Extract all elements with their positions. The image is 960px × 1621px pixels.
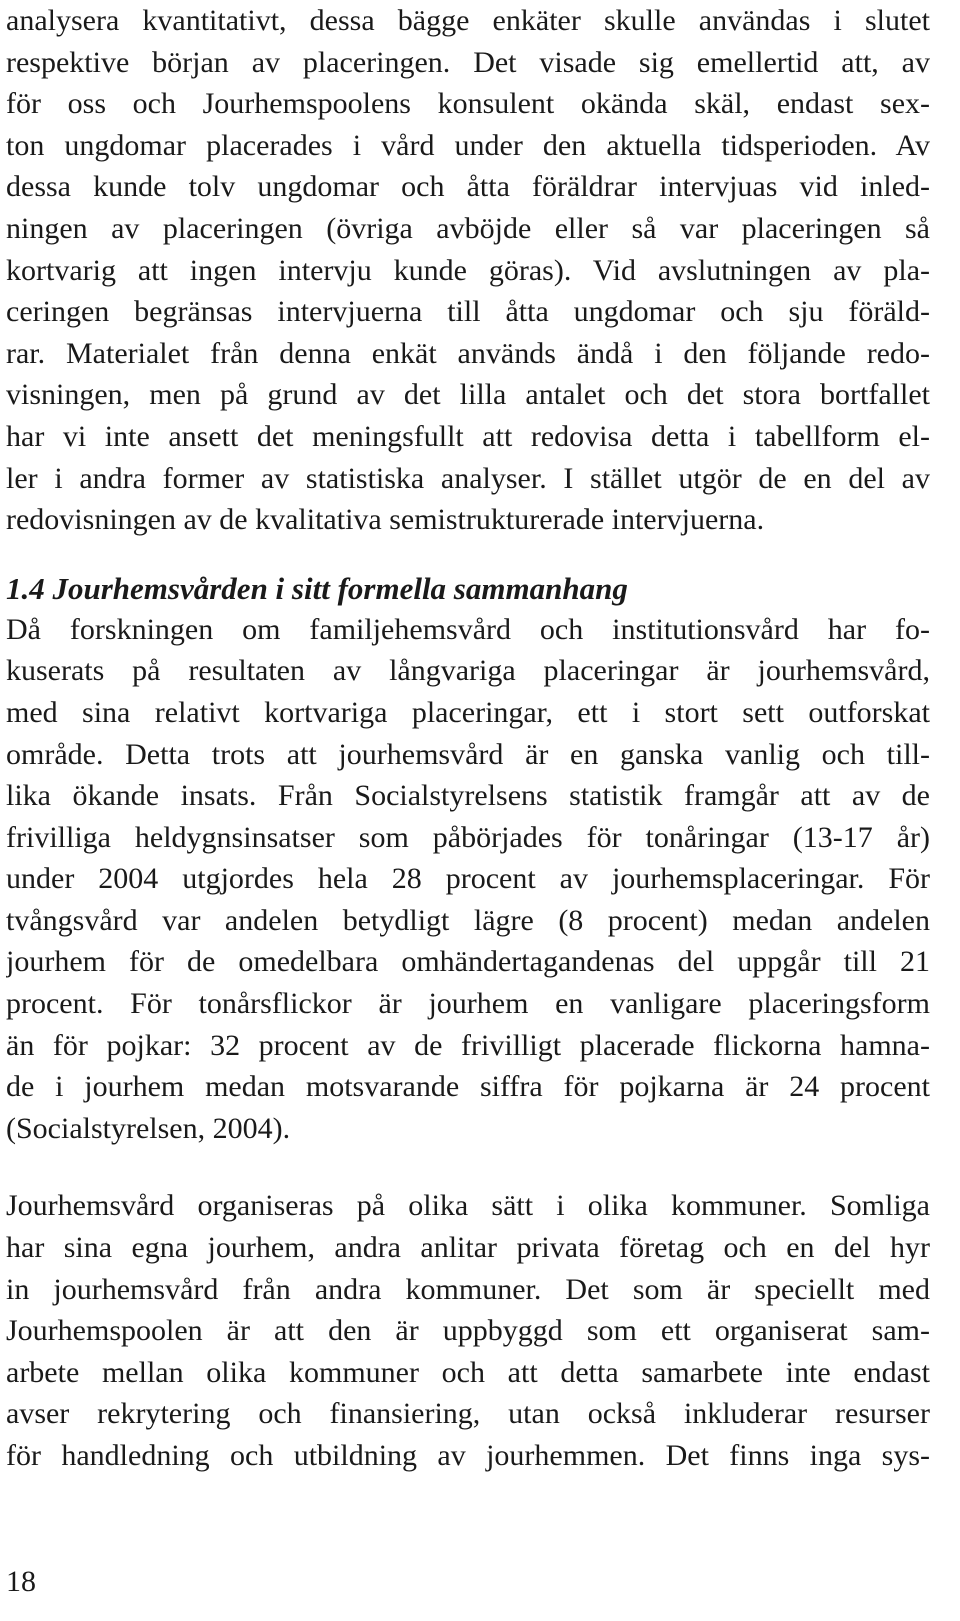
text-line: rar. Materialet från denna enkät används ändå i den följande redo-	[6, 336, 930, 370]
paragraph-3	[6, 1185, 930, 1476]
text-line: ceringen begränsas intervjuerna till åtta ungdomar och sju föräld-	[6, 295, 930, 329]
text-line: för handledning och utbildning av jourhemmen. Det finns inga sys-	[6, 1439, 930, 1472]
text-line: ningen av placeringen (övriga avböjde eller så var placeringen så	[6, 211, 930, 245]
text-line: kortvarig att ingen intervju kunde göras). Vid avslutningen av pla-	[6, 253, 930, 287]
text-line: har sina egna jourhem, andra anlitar privata företag och en del hyr	[6, 1231, 930, 1265]
paragraph-2	[6, 609, 930, 1150]
text-line: tvångsvård var andelen betydligt lägre (8 procent) medan andelen	[6, 903, 930, 937]
text-line: de i jourhem medan motsvarande siffra för pojkarna är 24 procent	[6, 1070, 930, 1104]
text-line: analysera kvantitativt, dessa bägge enkäter skulle användas i slutet	[6, 4, 930, 37]
text-line: än för pojkar: 32 procent av de frivilligt placerade flickorna hamna-	[6, 1028, 930, 1062]
text-line: område. Detta trots att jourhemsvård är en ganska vanlig och till-	[6, 737, 930, 771]
text-line: under 2004 utgjordes hela 28 procent av jourhemsplaceringar. För	[6, 862, 930, 896]
text-line: jourhem för de omedelbara omhändertagandenas del uppgår till 21	[6, 945, 930, 979]
text-line: lika ökande insats. Från Socialstyrelsens statistik framgår att av de	[6, 779, 930, 813]
text-line: ton ungdomar placerades i vård under den aktuella tidsperioden. Av	[6, 128, 930, 162]
text-line: dessa kunde tolv ungdomar och åtta föräldrar intervjuas vid inled-	[6, 170, 930, 204]
section-heading: 1.4 Jourhemsvården i sitt formella sammanhang	[6, 570, 628, 606]
text-line: in jourhemsvård från andra kommuner. Det som är speciellt med	[6, 1272, 930, 1306]
text-line: ler i andra former av statistiska analyser. I stället utgör de en del av	[6, 461, 930, 495]
text-line: (Socialstyrelsen, 2004).	[6, 1111, 291, 1145]
text-line: redovisningen av de kvalitativa semistrukturerade intervjuerna.	[6, 503, 765, 537]
text-line: respektive början av placeringen. Det visade sig emellertid att, av	[6, 45, 930, 79]
text-line: kuserats på resultaten av långvariga placeringar är jourhemsvård,	[6, 654, 930, 688]
text-line: avser rekrytering och finansiering, utan också inkluderar resurser	[6, 1397, 930, 1431]
text-line: har vi inte ansett det meningsfullt att redovisa detta i tabellform el-	[6, 419, 930, 453]
paragraph-spacer	[6, 1149, 930, 1185]
text-line: med sina relativt kortvariga placeringar, ett i stort sett outforskat	[6, 695, 930, 729]
text-line: Jourhemspoolen är att den är uppbyggd som ett organiserat sam-	[6, 1314, 930, 1348]
text-line: frivilliga heldygnsinsatser som påbörjades för tonåringar (13-17 år)	[6, 820, 930, 854]
page-number: 18	[6, 1565, 36, 1598]
text-line: visningen, men på grund av det lilla antalet och det stora bortfallet	[6, 378, 930, 412]
text-line: Jourhemsvård organiseras på olika sätt i olika kommuner. Somliga	[6, 1189, 930, 1223]
text-line: Då forskningen om familjehemsvård och institutionsvård har fo-	[6, 612, 930, 646]
text-line: arbete mellan olika kommuner och att detta samarbete inte endast	[6, 1355, 930, 1389]
paragraph-1	[6, 0, 930, 541]
text-line: för oss och Jourhemspoolens konsulent okända skäl, endast sex-	[6, 87, 930, 121]
text-line: procent. För tonårsflickor är jourhem en vanligare placeringsform	[6, 987, 930, 1021]
document-page	[6, 0, 930, 1477]
